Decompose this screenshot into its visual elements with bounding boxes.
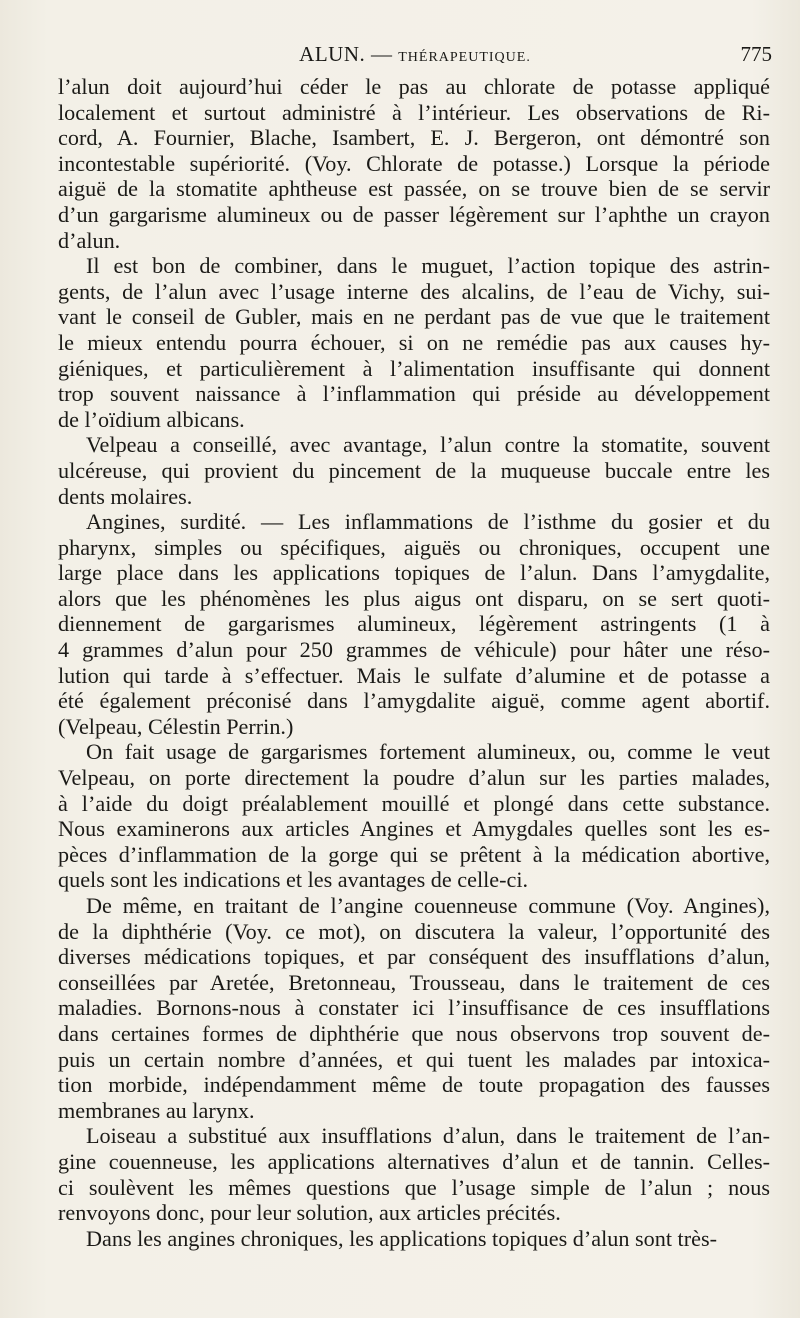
paragraph <box>58 74 770 253</box>
text-line: cord, A. Fournier, Blache, Isambert, E. J. Bergeron, ont démontré son <box>58 125 770 151</box>
paragraph <box>58 739 770 893</box>
text-line: 4 grammes d’alun pour 250 grammes de véhicule) pour hâter une réso- <box>58 637 770 663</box>
text-line: large place dans les applications topiques de l’alun. Dans l’amygdalite, <box>58 560 770 586</box>
text-line: d’alun. <box>58 227 121 253</box>
text-line: On fait usage de gargarismes fortement alumineux, ou, comme le veut <box>86 739 770 765</box>
text-line: l’alun doit aujourd’hui céder le pas au chlorate de potasse appliqué <box>58 74 770 99</box>
text-line: pharynx, simples ou spécifiques, aiguës ou chroniques, occupent une <box>58 534 770 560</box>
text-line: gine couenneuse, les applications alternatives d’alun et de tannin. Celles- <box>58 1148 770 1174</box>
text-line: tion morbide, indépendamment même de toute propagation des fausses <box>58 1072 770 1098</box>
paragraph <box>58 1226 770 1252</box>
text-line: à l’aide du doigt préalablement mouillé et plongé dans cette substance. <box>58 790 770 816</box>
text-line: Nous examinerons aux articles Angines et Amygdales quelles sont les es- <box>58 816 770 842</box>
text-line: Dans les angines chroniques, les applications topiques d’alun sont très- <box>86 1225 717 1251</box>
text-line: dents molaires. <box>58 483 193 509</box>
text-line: (Velpeau, Célestin Perrin.) <box>58 713 294 739</box>
running-title-separator: — <box>370 42 393 66</box>
text-line: de l’oïdium albicans. <box>58 406 245 432</box>
text-line: Velpeau a conseillé, avec avantage, l’alun contre la stomatite, souvent <box>86 432 770 458</box>
running-title <box>58 42 772 67</box>
text-line: Angines, surdité. — Les inflammations de l’isthme du gosier et du <box>86 509 770 535</box>
text-line: localement et surtout administré à l’intérieur. Les observations de Ri- <box>58 99 770 125</box>
text-line: d’un gargarisme alumineux ou de passer légèrement sur l’aphthe un crayon <box>58 201 770 227</box>
text-line: diennement de gargarismes alumineux, légèrement astringents (1 à <box>58 611 770 637</box>
running-title-main: ALUN. <box>299 42 366 66</box>
paragraph <box>58 432 770 509</box>
text-line: Velpeau, on porte directement la poudre d’alun sur les parties malades, <box>58 765 770 791</box>
text-line: été également préconisé dans l’amygdalite aiguë, comme agent abortif. <box>58 688 770 714</box>
text-line: lution qui tarde à s’effectuer. Mais le sulfate d’alumine et de potasse a <box>58 662 770 688</box>
text-line: conseillées par Aretée, Bretonneau, Trousseau, dans le traitement de ces <box>58 969 770 995</box>
paragraph <box>58 1123 770 1225</box>
text-line: ulcéreuse, qui provient du pincement de la muqueuse buccale entre les <box>58 457 770 483</box>
text-line: incontestable supériorité. (Voy. Chlorate de potasse.) Lorsque la période <box>58 150 770 176</box>
text-line: giéniques, et particulièrement à l’alimentation insuffisante qui donnent <box>58 355 770 381</box>
body-text <box>58 74 770 1251</box>
text-line: Il est bon de combiner, dans le muguet, l’action topique des astrin- <box>86 253 770 279</box>
text-line: ci soulèvent les mêmes questions que l’usage simple de l’alun ; nous <box>58 1174 770 1200</box>
text-line: pèces d’inflammation de la gorge qui se prêtent à la médication abortive, <box>58 841 770 867</box>
text-line: puis un certain nombre d’années, et qui tuent les malades par intoxica- <box>58 1046 770 1072</box>
text-line: de la diphthérie (Voy. ce mot), on discutera la valeur, l’opportunité des <box>58 918 770 944</box>
text-line: trop souvent naissance à l’inflammation qui préside au développement <box>58 381 770 407</box>
text-line: maladies. Bornons-nous à constater ici l’insuffisance de ces insufflations <box>58 995 770 1021</box>
running-header <box>58 42 772 70</box>
paragraph <box>58 253 770 432</box>
text-line: vant le conseil de Gubler, mais en ne perdant pas de vue que le traitement <box>58 304 770 330</box>
paragraph <box>58 509 770 739</box>
text-line: De même, en traitant de l’angine couenneuse commune (Voy. Angines), <box>86 893 770 918</box>
text-line: membranes au larynx. <box>58 1097 255 1123</box>
text-line: alors que les phénomènes les plus aigus ont disparu, on se sert quoti- <box>58 585 770 611</box>
text-line: Loiseau a substitué aux insufflations d’alun, dans le traitement de l’an- <box>86 1123 770 1149</box>
text-line: le mieux entendu pourra échouer, si on ne remédie pas aux causes hy- <box>58 329 770 355</box>
text-line: aiguë de la stomatite aphtheuse est passée, on se trouve bien de se servir <box>58 176 770 202</box>
text-line: diverses médications topiques, et par conséquent des insufflations d’alun, <box>58 944 770 970</box>
text-line: dans certaines formes de diphthérie que nous observons trop souvent de- <box>58 1020 770 1046</box>
text-line: gents, de l’alun avec l’usage interne des alcalins, de l’eau de Vichy, sui- <box>58 278 770 304</box>
text-line: quels sont les indications et les avantages de celle-ci. <box>58 867 529 893</box>
page-number: 775 <box>740 42 772 66</box>
running-title-sub: THÉRAPEUTIQUE. <box>398 50 531 65</box>
paragraph <box>58 893 770 1123</box>
text-line: renvoyons donc, pour leur solution, aux articles précités. <box>58 1200 561 1226</box>
